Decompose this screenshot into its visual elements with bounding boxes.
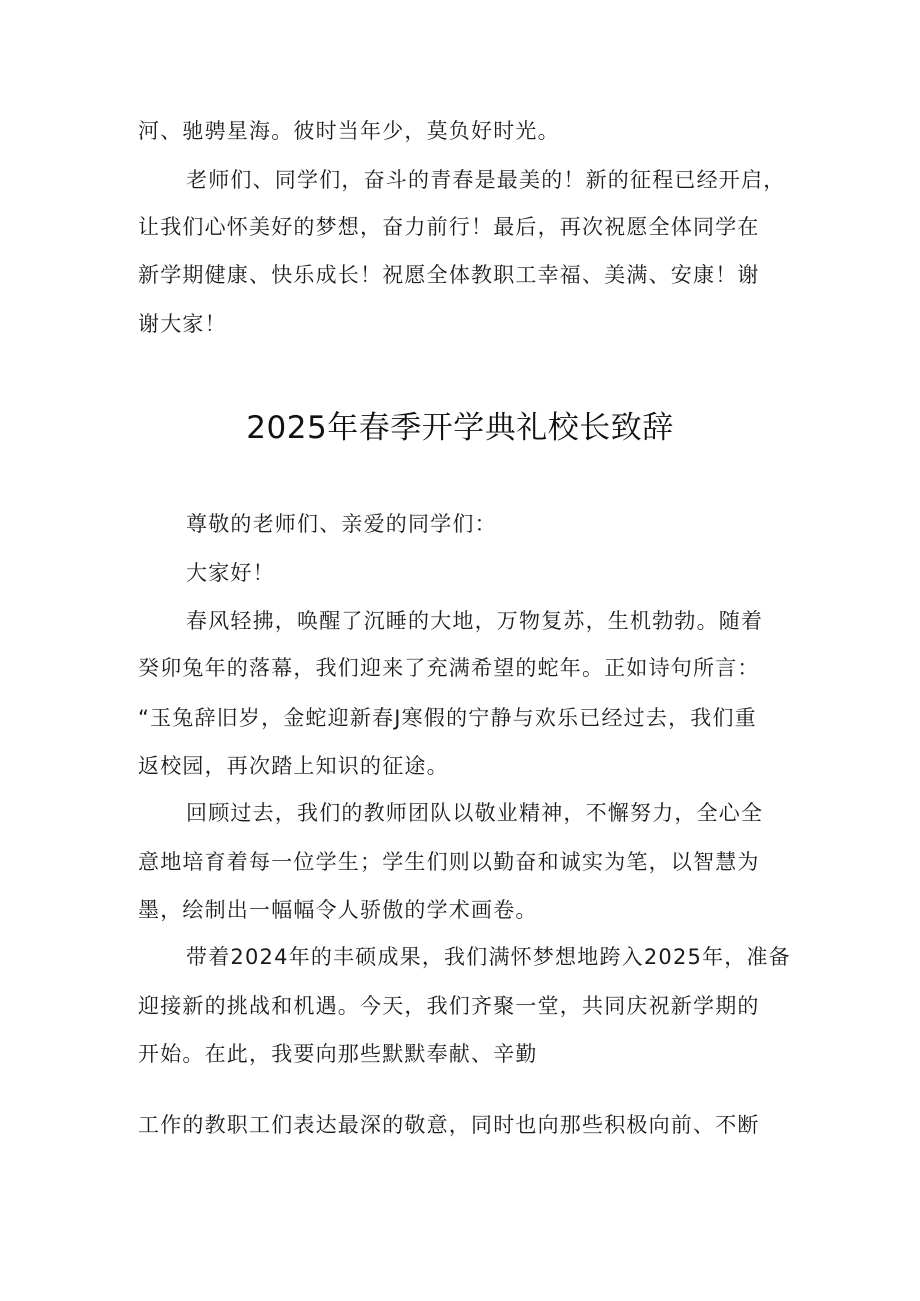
paragraph-line: 河、驰骋星海。彼时当年少，莫负好时光。 <box>138 119 560 143</box>
paragraph-line: 墨，绘制出一幅幅令人骄傲的学术画卷。 <box>138 898 538 922</box>
paragraph-line: 开始。在此，我要向那些默默奉献、辛勤 <box>138 1042 538 1066</box>
paragraph-line: 返校园，再次踏上知识的征途。 <box>138 754 449 778</box>
paragraph-line: 迎接新的挑战和机遇。今天，我们齐聚一堂，共同庆祝新学期的 <box>138 994 760 1018</box>
paragraph-line: 谢大家！ <box>138 312 227 336</box>
paragraph-line: 新学期健康、快乐成长！祝愿全体教职工幸福、美满、安康！谢 <box>138 263 760 287</box>
paragraph-line: 回顾过去，我们的教师团队以敬业精神，不懈努力，全心全 <box>186 801 764 825</box>
paragraph-line: 春风轻拂，唤醒了沉睡的大地，万物复苏，生机勃勃。随着 <box>186 609 764 633</box>
paragraph-line: 让我们心怀美好的梦想，奋力前行！最后，再次祝愿全体同学在 <box>138 215 760 239</box>
paragraph-line: 老师们、同学们，奋斗的青春是最美的！新的征程已经开启， <box>186 168 786 192</box>
paragraph-line: 意地培育着每一位学生；学生们则以勤奋和诚实为笔，以智慧为 <box>138 850 760 874</box>
page-title: 2025年春季开学典礼校长致辞 <box>246 410 674 446</box>
paragraph-line: 带着2024年的丰硕成果，我们满怀梦想地跨入2025年，准备 <box>186 945 791 969</box>
paragraph-line: “玉兔辞旧岁，金蛇迎新春J寒假的宁静与欢乐已经过去，我们重 <box>138 706 757 730</box>
paragraph-line: 工作的教职工们表达最深的敬意，同时也向那些积极向前、不断 <box>138 1113 760 1137</box>
salutation: 尊敬的老师们、亲爱的同学们： <box>186 512 497 536</box>
greeting: 大家好！ <box>186 561 275 585</box>
paragraph-line: 癸卯兔年的落幕，我们迎来了充满希望的蛇年。正如诗句所言： <box>138 656 760 680</box>
